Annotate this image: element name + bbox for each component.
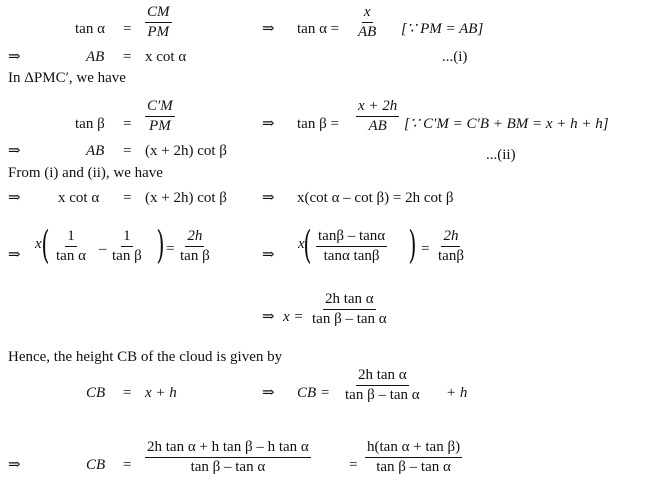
l8-f2-den: tan β — [112, 248, 142, 264]
l11-lhs: CB — [86, 385, 106, 401]
l2-tag: ...(i) — [442, 49, 468, 65]
l8-f3-num: 2h — [185, 229, 204, 247]
l9-implies-arrow: ⇒ — [262, 309, 275, 325]
l2-implies-arrow: ⇒ — [8, 49, 21, 65]
l1-rhs-lhs: tan α = — [297, 21, 340, 37]
l12-num2: h(tan α + tan β) — [365, 440, 462, 458]
l11-fraction — [343, 368, 422, 403]
l8-eq: = — [166, 241, 175, 257]
l12-lhs: CB — [86, 457, 106, 473]
l4-rhs-lhs: tan β = — [297, 116, 339, 132]
l8-implies-arrow: ⇒ — [8, 247, 21, 263]
l4-note: [∵ C′M = C′B + BM = x + h + h] — [404, 116, 609, 132]
l8-frac4 — [316, 229, 387, 264]
l1-eq: = — [123, 21, 132, 37]
l8-f3-den: tan β — [180, 248, 210, 264]
l4-frac-num: C′M — [145, 99, 175, 117]
l1-rhs-den: AB — [358, 24, 377, 40]
l1-frac-num: CM — [145, 5, 172, 23]
l12-eq2: = — [349, 457, 358, 473]
l8-f5-num: 2h — [441, 229, 460, 247]
l1-lhs: tan α — [75, 21, 105, 37]
l7-eq: = — [123, 190, 132, 206]
l12-implies-arrow: ⇒ — [8, 457, 21, 473]
l12-num: 2h tan α + h tan β – h tan α — [145, 440, 311, 458]
l9-den: tan β – tan α — [312, 311, 387, 327]
l4-implies-arrow: ⇒ — [262, 116, 275, 132]
l4-frac-den: PM — [149, 118, 171, 134]
l8-f1-den: tan α — [56, 248, 86, 264]
l12-fraction-2 — [365, 440, 462, 475]
l9-num: 2h tan α — [323, 292, 376, 310]
l11-den: tan β – tan α — [345, 387, 420, 403]
l12-den2: tan β – tan α — [376, 459, 451, 475]
l11-rhs-lhs: CB = — [297, 385, 331, 401]
l6-text: From (i) and (ii), we have — [8, 165, 163, 181]
l2-lhs: AB — [86, 49, 105, 65]
l11-eq: = — [123, 385, 132, 401]
l8-frac1 — [54, 229, 88, 264]
l4-eq: = — [123, 116, 132, 132]
l7-lhs: x cot α — [58, 190, 100, 206]
l5-rhs: (x + 2h) cot β — [145, 143, 227, 159]
l8-f5-den: tanβ — [438, 248, 464, 264]
l8-frac2 — [110, 229, 144, 264]
l12-den: tan β – tan α — [190, 459, 266, 475]
l8-f1-num: 1 — [65, 229, 77, 247]
l8-left-paren: ( — [41, 223, 50, 267]
l9-fraction — [310, 292, 389, 327]
l11-implies-arrow: ⇒ — [262, 385, 275, 401]
l11-plus-h: + h — [446, 385, 468, 401]
l7-rhs2: x(cot α – cot β) = 2h cot β — [297, 190, 454, 206]
l4-lhs: tan β — [75, 116, 105, 132]
l4-rhs-num: x + 2h — [356, 99, 399, 117]
l8-x: x — [35, 236, 42, 252]
l8-implies-arrow-2: ⇒ — [262, 247, 275, 263]
l1-rhs-num: x — [362, 5, 373, 23]
l11-num: 2h tan α — [356, 368, 409, 386]
l10-text: Hence, the height CB of the cloud is given by — [8, 349, 283, 365]
l11-rhs: x + h — [145, 385, 177, 401]
l7-implies-arrow: ⇒ — [8, 190, 21, 206]
l8-minus: – — [99, 241, 107, 257]
l5-lhs: AB — [86, 143, 105, 159]
l4-rhs-fraction — [356, 99, 399, 134]
l8-left-paren-2: ( — [303, 223, 312, 267]
l8-eq2: = — [421, 241, 430, 257]
l1-note: [∵ PM = AB] — [401, 21, 484, 37]
l8-f4-num: tanβ – tanα — [316, 229, 387, 247]
l5-implies-arrow: ⇒ — [8, 143, 21, 159]
l8-f2-num: 1 — [121, 229, 133, 247]
l1-frac-den: PM — [147, 24, 170, 40]
l9-lhs: x = — [283, 309, 304, 325]
l4-fraction — [145, 99, 175, 134]
l8-right-paren-2: ) — [408, 223, 417, 267]
l4-rhs-den: AB — [368, 118, 387, 134]
l8-frac5 — [436, 229, 466, 264]
l5-tag: ...(ii) — [486, 147, 516, 163]
l7-rhs: (x + 2h) cot β — [145, 190, 227, 206]
l1-implies-arrow: ⇒ — [262, 21, 275, 37]
l12-eq: = — [123, 457, 132, 473]
l1-rhs-fraction — [356, 5, 378, 40]
l5-eq: = — [123, 143, 132, 159]
l1-fraction — [145, 5, 172, 40]
l2-eq: = — [123, 49, 132, 65]
l8-f4-den: tanα tanβ — [323, 248, 380, 264]
l8-x2: x — [298, 236, 305, 252]
l8-frac3 — [178, 229, 212, 264]
l2-rhs: x cot α — [145, 49, 187, 65]
l8-right-paren: ) — [156, 223, 165, 267]
l7-implies-arrow-2: ⇒ — [262, 190, 275, 206]
l3-text: In ΔPMC′, we have — [8, 70, 126, 86]
l12-fraction — [145, 440, 311, 475]
